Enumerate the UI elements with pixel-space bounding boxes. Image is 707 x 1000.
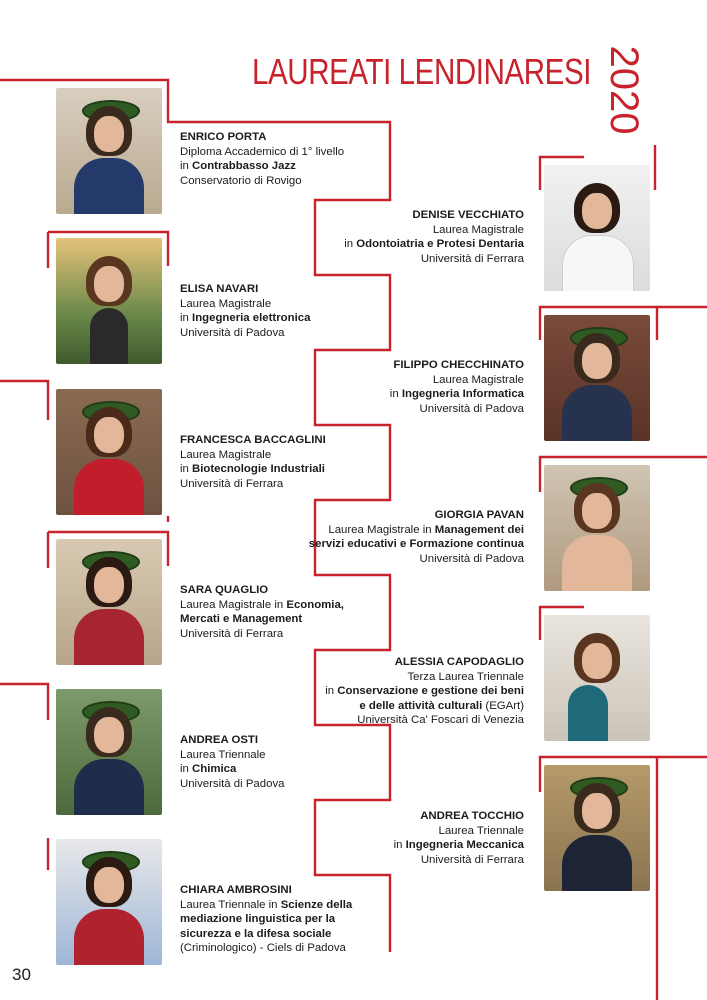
graduate-detail-line: Università di Ferrara (180, 627, 284, 640)
graduate-detail-line: servizi educativi e Formazione continua (308, 538, 524, 551)
graduate-entry (180, 433, 480, 491)
photo-elisa-navari (56, 238, 162, 364)
graduate-detail-line: Laurea Magistrale (180, 448, 272, 461)
graduate-detail-line: Università di Padova (180, 777, 285, 790)
graduate-detail-line: sicurezza e la difesa sociale (180, 927, 332, 940)
graduate-detail-line: Laurea Magistrale (180, 297, 272, 310)
photo-enrico-porta (56, 88, 162, 214)
graduate-detail-line: (Criminologico) - Ciels di Padova (180, 942, 346, 955)
page-title: LAUREATI LENDINARESI (252, 51, 592, 92)
graduate-detail-line: Università di Ferrara (180, 477, 284, 490)
graduate-name: FILIPPO CHECCHINATO (393, 359, 524, 371)
graduate-name: SARA QUAGLIO (180, 584, 269, 596)
graduate-detail-line: Laurea Magistrale in Management dei (328, 523, 524, 536)
graduate-entry (224, 809, 524, 867)
graduate-detail-line: Conservatorio di Rovigo (180, 174, 302, 187)
graduate-detail-line: Laurea Magistrale (432, 223, 524, 236)
graduate-detail-line: Laurea Magistrale (432, 373, 524, 386)
graduate-entry (224, 358, 524, 416)
graduate-detail-line: in Biotecnologie Industriali (180, 463, 325, 476)
graduate-detail-line: Università di Padova (419, 402, 524, 415)
graduate-detail-line: Laurea Triennale in Scienze della (180, 898, 353, 911)
graduate-detail-line: in Conservazione e gestione dei beni (325, 685, 524, 698)
graduate-name: ENRICO PORTA (180, 131, 267, 143)
graduate-detail-line: in Chimica (180, 763, 237, 776)
year-label: 2020 (602, 45, 646, 135)
graduate-detail-line: Laurea Triennale (438, 824, 524, 837)
graduate-detail-line: in Odontoiatria e Protesi Dentaria (344, 238, 524, 251)
photo-chiara-ambrosini (56, 839, 162, 965)
graduate-name: FRANCESCA BACCAGLINI (180, 434, 326, 446)
graduate-detail-line: Università di Ferrara (420, 252, 524, 265)
photo-giorgia-pavan (544, 465, 650, 591)
graduate-detail-line: Università Ca' Foscari di Venezia (357, 714, 524, 727)
graduate-detail-line: Mercati e Management (180, 613, 303, 626)
graduate-name: ANDREA TOCCHIO (420, 810, 524, 822)
graduate-name: ELISA NAVARI (180, 283, 259, 295)
graduate-detail-line: Università di Ferrara (420, 853, 524, 866)
graduate-detail-line: Università di Padova (419, 552, 524, 565)
graduate-name: ANDREA OSTI (180, 734, 259, 746)
graduate-entry (180, 583, 480, 641)
photo-filippo-checchinato (544, 315, 650, 441)
graduate-name: DENISE VECCHIATO (412, 209, 524, 221)
graduate-entry (224, 655, 524, 728)
graduate-detail-line: Diploma Accademico di 1° livello (180, 145, 345, 158)
graduate-detail-line: mediazione linguistica per la (180, 913, 336, 926)
graduate-name: GIORGIA PAVAN (434, 509, 524, 521)
photo-francesca-baccaglini (56, 389, 162, 515)
graduate-detail-line: e delle attività culturali (EGArt) (359, 699, 524, 712)
graduate-entry (180, 883, 480, 956)
photo-andrea-osti (56, 689, 162, 815)
graduate-entry (224, 508, 524, 566)
graduate-detail-line: Università di Padova (180, 326, 285, 339)
graduate-name: CHIARA AMBROSINI (180, 884, 292, 896)
graduate-detail-line: in Ingegneria elettronica (180, 312, 311, 325)
graduate-detail-line: in Ingegneria Meccanica (393, 839, 524, 852)
graduate-detail-line: Terza Laurea Triennale (407, 670, 524, 683)
photo-alessia-capodaglio (544, 615, 650, 741)
graduate-entry (180, 282, 480, 340)
graduate-entry (180, 130, 480, 188)
graduate-entry (224, 208, 524, 266)
photo-sara-quaglio (56, 539, 162, 665)
page-number: 30 (12, 965, 31, 984)
graduate-detail-line: in Contrabbasso Jazz (180, 160, 296, 173)
graduate-detail-line: in Ingegneria Informatica (389, 388, 524, 401)
graduate-name: ALESSIA CAPODAGLIO (394, 656, 524, 668)
graduate-detail-line: Laurea Magistrale in Economia, (180, 598, 344, 611)
photo-denise-vecchiato (544, 165, 650, 291)
photo-andrea-tocchio (544, 765, 650, 891)
graduate-detail-line: Laurea Triennale (180, 748, 266, 761)
graduate-entry (180, 733, 480, 791)
